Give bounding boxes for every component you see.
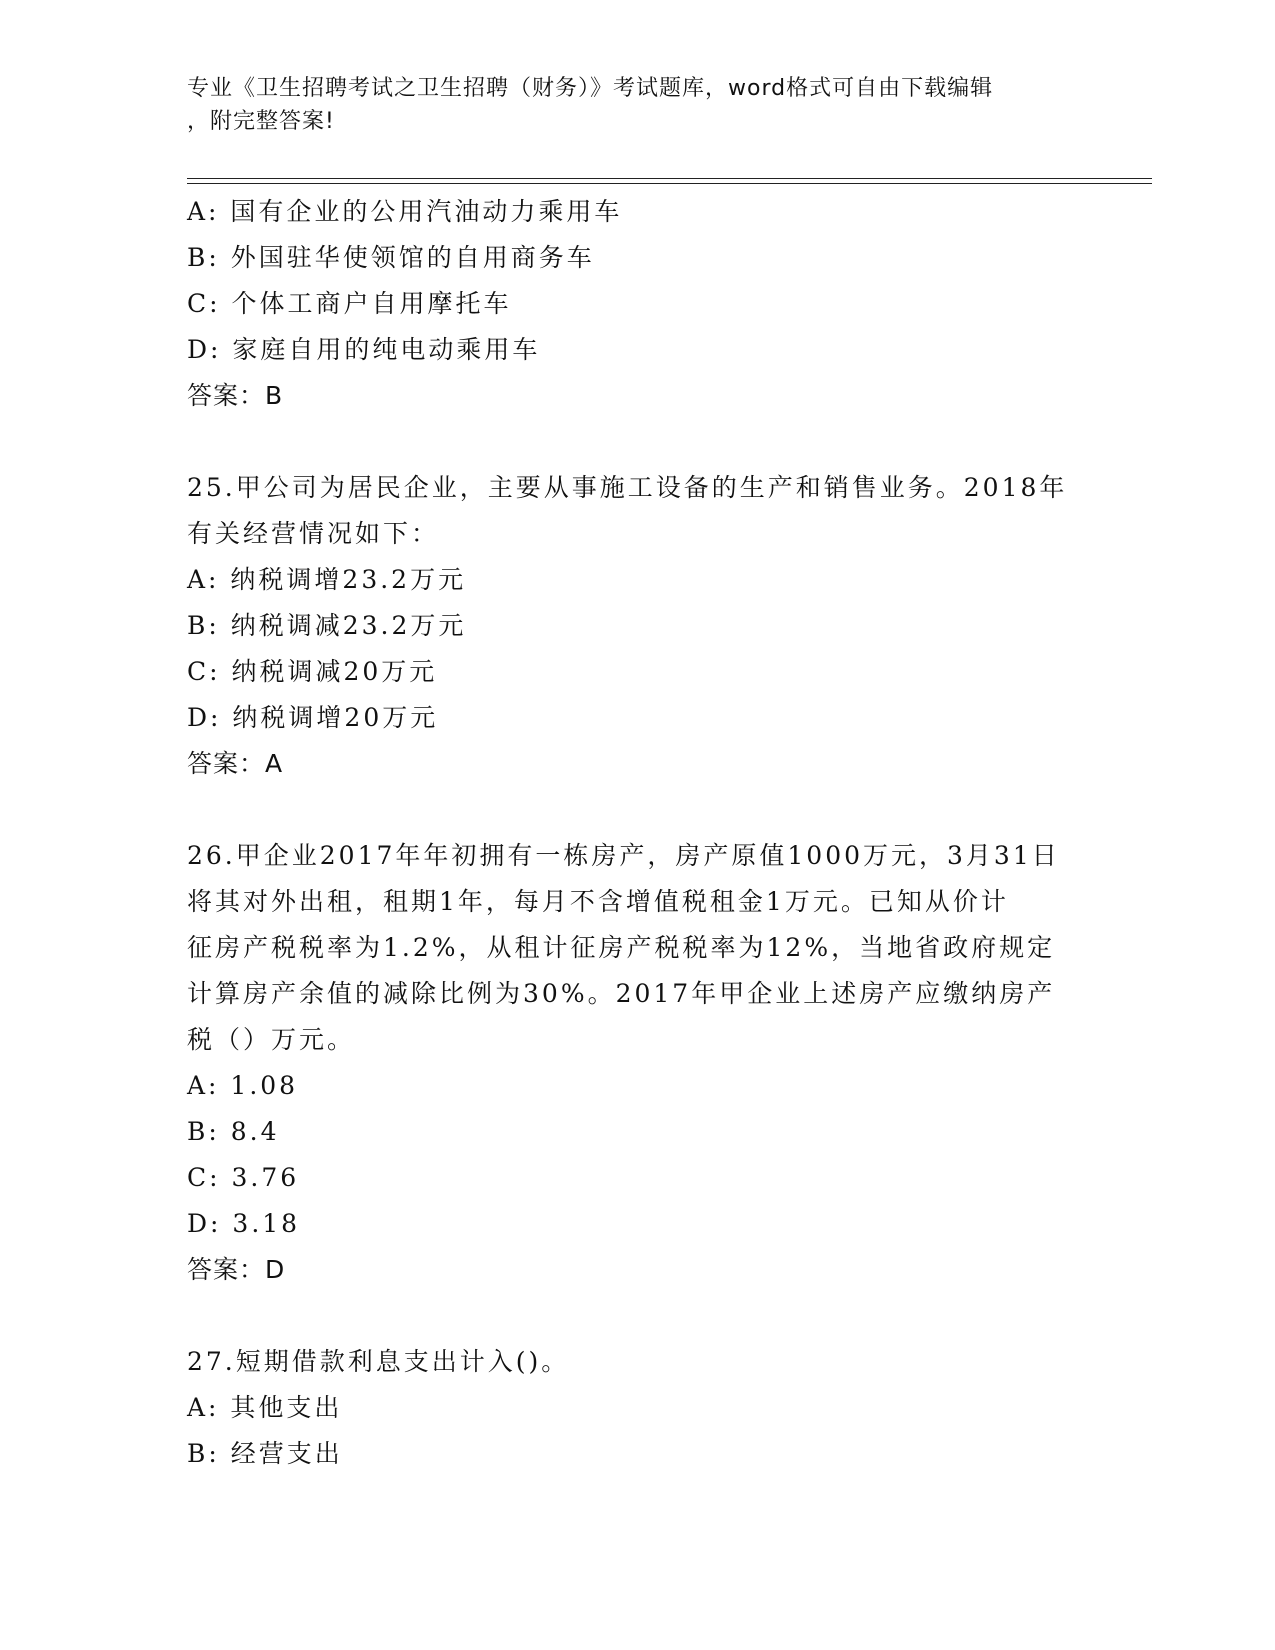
question-stem <box>187 833 1087 1063</box>
question-24 <box>187 189 1087 419</box>
stem-line: 27.短期借款利息支出计入()。 <box>187 1347 570 1376</box>
stem-line: 税（）万元。 <box>187 1025 356 1054</box>
question-27 <box>187 1339 1087 1477</box>
option-d: D: 3.18 <box>187 1209 301 1238</box>
answer: 答案：A <box>187 749 284 778</box>
option-b: B: 经营支出 <box>187 1439 343 1468</box>
stem-line: 计算房产余值的减除比例为30%。2017年甲企业上述房产应缴纳房产 <box>187 979 1056 1008</box>
option-c: C: 纳税调减20万元 <box>187 657 438 686</box>
header-divider-top <box>187 178 1152 179</box>
option-b: B: 纳税调减23.2万元 <box>187 611 467 640</box>
option-a: A: 国有企业的公用汽油动力乘用车 <box>187 197 623 226</box>
header-line-1: 专业《卫生招聘考试之卫生招聘（财务）》考试题库，word格式可自由下载编辑 <box>187 76 994 101</box>
stem-line: 26.甲企业2017年年初拥有一栋房产，房产原值1000万元，3月31日 <box>187 841 1060 870</box>
question-stem <box>187 1339 1087 1385</box>
option-a: A: 其他支出 <box>187 1393 343 1422</box>
question-25 <box>187 465 1087 787</box>
question-stem <box>187 465 1087 557</box>
spacer <box>187 1293 1087 1339</box>
stem-line: 将其对外出租，租期1年，每月不含增值税租金1万元。已知从价计 <box>187 887 1009 916</box>
option-c: C: 个体工商户自用摩托车 <box>187 289 512 318</box>
stem-line: 征房产税税率为1.2%，从租计征房产税税率为12%，当地省政府规定 <box>187 933 1056 962</box>
header-line-2: ，附完整答案! <box>187 109 335 134</box>
spacer <box>187 787 1087 833</box>
option-a: A: 纳税调增23.2万元 <box>187 565 467 594</box>
option-d: D: 纳税调增20万元 <box>187 703 439 732</box>
option-c: C: 3.76 <box>187 1163 300 1192</box>
document-header <box>187 72 1087 138</box>
header-divider-bottom <box>187 183 1152 184</box>
question-list <box>187 189 1087 1477</box>
stem-line: 有关经营情况如下： <box>187 519 440 548</box>
answer: 答案：D <box>187 1255 286 1284</box>
question-26 <box>187 833 1087 1293</box>
stem-line: 25.甲公司为居民企业，主要从事施工设备的生产和销售业务。2018年 <box>187 473 1068 502</box>
option-a: A: 1.08 <box>187 1071 299 1100</box>
answer: 答案：B <box>187 381 284 410</box>
option-b: B: 8.4 <box>187 1117 280 1146</box>
option-b: B: 外国驻华使领馆的自用商务车 <box>187 243 595 272</box>
spacer <box>187 419 1087 465</box>
option-d: D: 家庭自用的纯电动乘用车 <box>187 335 541 364</box>
